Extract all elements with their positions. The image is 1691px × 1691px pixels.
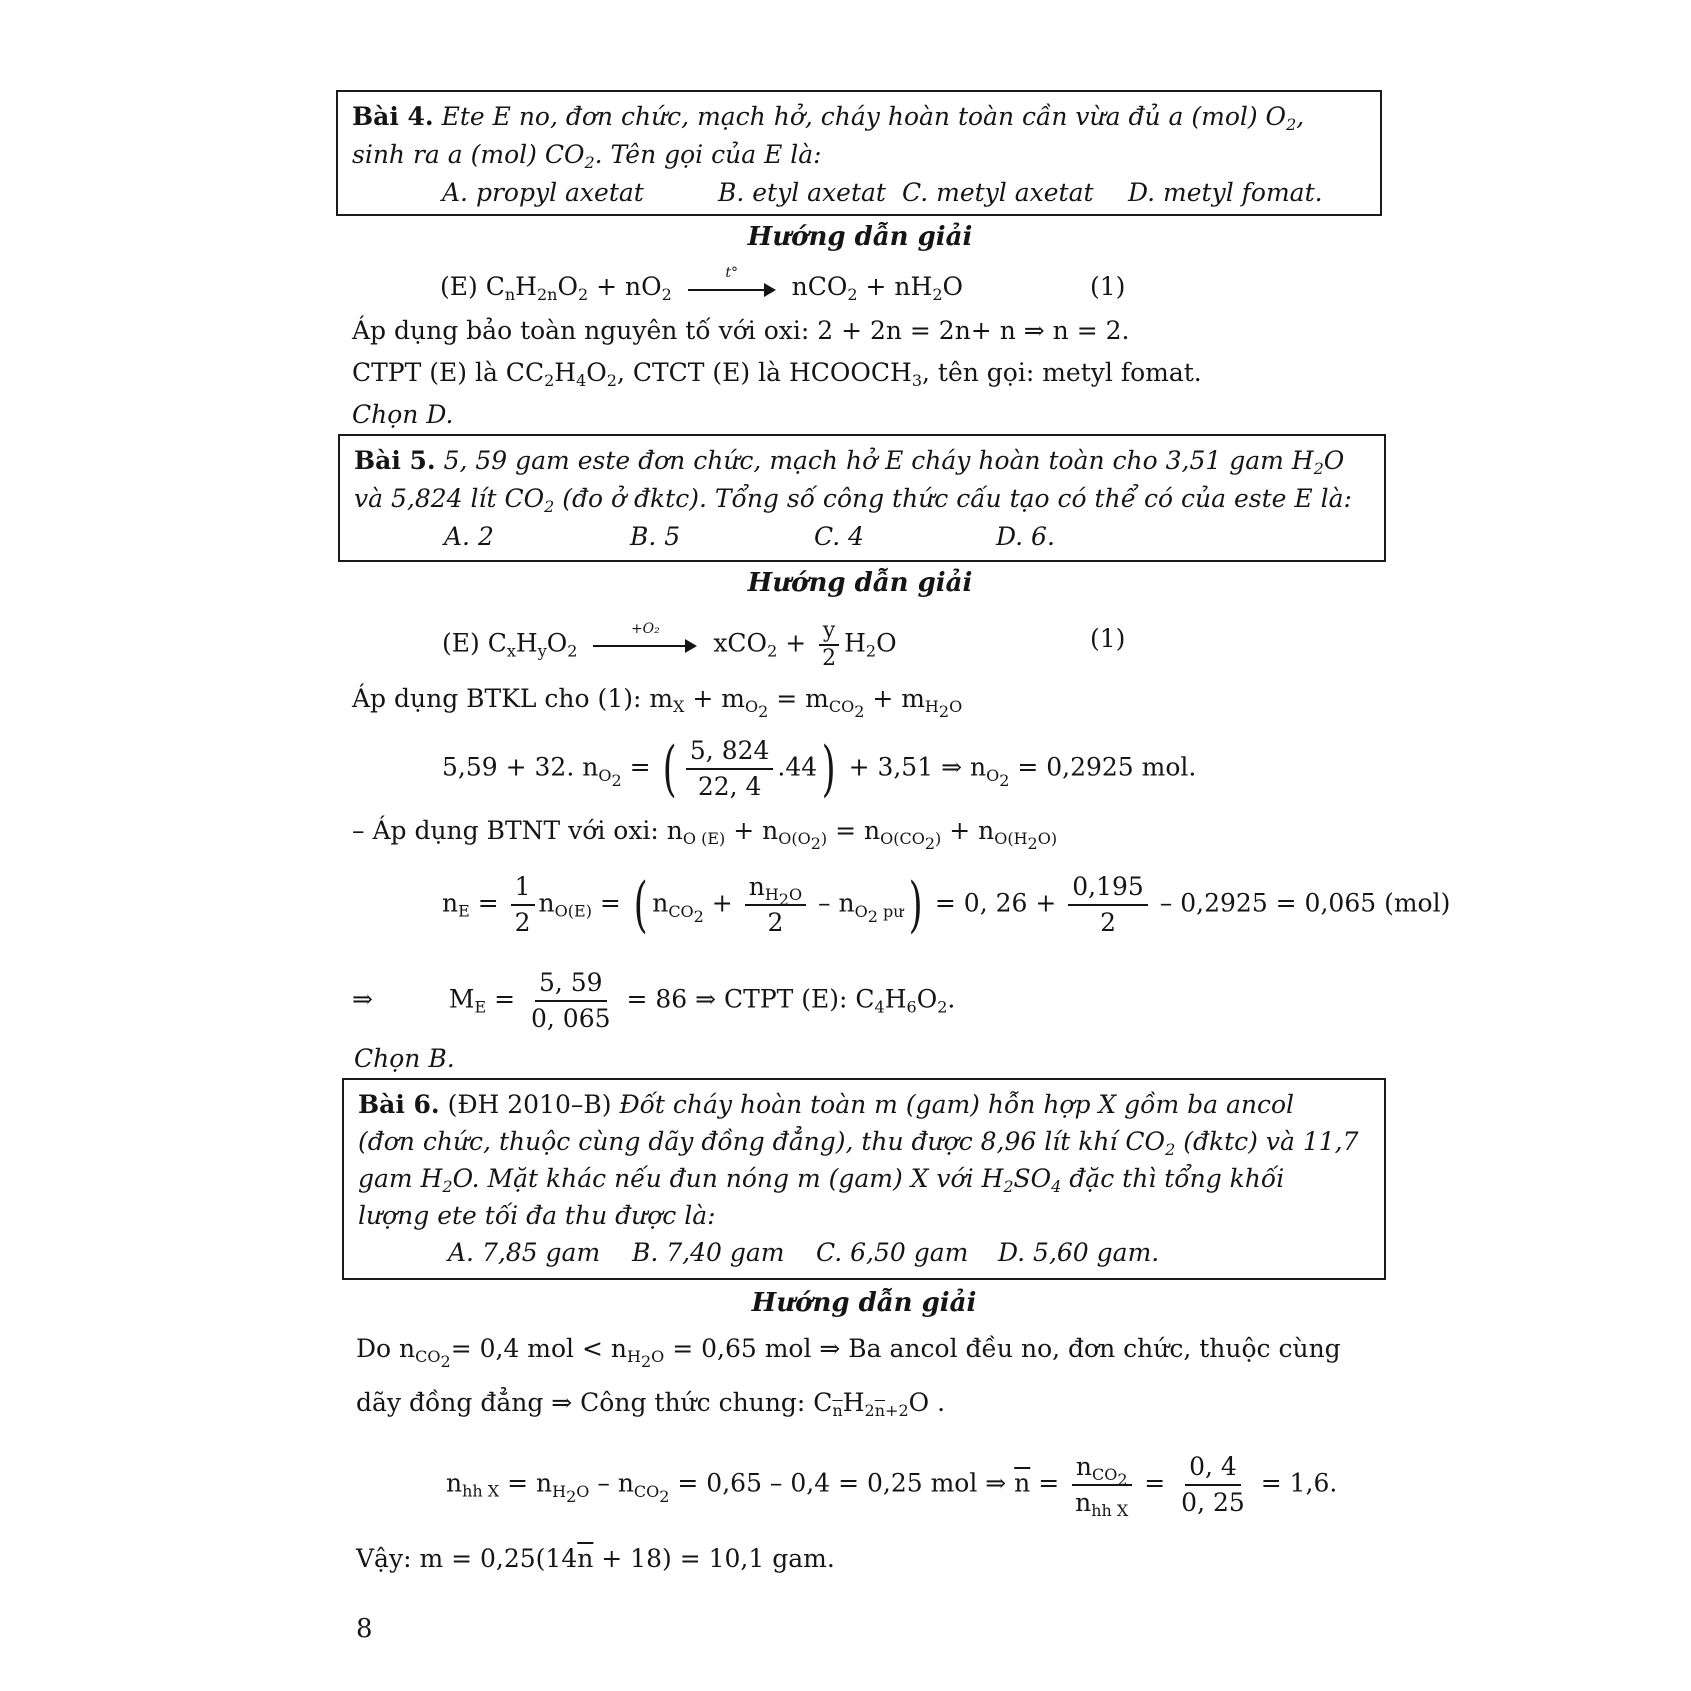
reaction-arrow: t° <box>688 279 776 299</box>
btkl-line: Áp dụng BTKL cho (1): $m_X + m_{O_2} = m_{CO_2} + m_{H_2O}$ <box>352 684 963 721</box>
solution-heading-4: Hướng dẫn giải <box>747 222 973 252</box>
problem-6-options <box>358 1234 1370 1271</box>
problem-4-line-1: Bài 4. Ete E no, đơn chức, mạch hở, cháy hoàn toàn cần vừa đủ a (mol) $O_2$, <box>352 102 1305 134</box>
problem-4-box <box>336 90 1382 216</box>
problem-5-line-2: và 5,824 lít $CO_2$ (đo ở đktc). Tổng số công thức cấu tạo có thể có của este E là: <box>354 484 1352 516</box>
problem-4-options <box>352 174 1366 212</box>
me-line: ⇒ $M_E$ = $\frac{5, 59}{0, 065}$ = 86 ⇒ CTPT (E): $C_4H_6O_2$. <box>352 968 956 1033</box>
calc-line: 5,59 + 32. $n_{O_2}$ = ( $\frac{5, 824}{22, 4}$ .44) + 3,51 ⇒ $n_{O_2} = 0,2925$ mol. <box>442 734 1197 804</box>
equation-number: (1) <box>1090 272 1126 301</box>
solution-heading-5: Hướng dẫn giải <box>747 568 973 598</box>
problem-6-line-4: lượng ete tối đa thu được là: <box>358 1201 716 1230</box>
equation-4: (E) $C_nH_{2n}O_2 + nO_2$ t° $nCO_2 + nH_2O$ (1) <box>440 264 1126 304</box>
page-number: 8 <box>356 1614 373 1644</box>
option-b: B. 7,40 gam <box>632 1238 785 1267</box>
option-c: C. metyl axetat <box>902 178 1094 207</box>
nhh-line: $n_{hh X} = n_{H_2O} - n_{CO_2} = 0,65 - 0,4 = 0,25$ mol ⇒ $\overline{n}$ = $\frac{n_{CO_2}}{n_{hh X}}$ = $\frac{0, 4}{0, 25}$ = 1,6. <box>446 1452 1338 1520</box>
equation-number: (1) <box>1090 624 1126 653</box>
problem-5-box <box>338 434 1386 562</box>
do-line: Do $n_{CO_2}= 0,4$ mol < $n_{H_2O} = 0,65$ mol ⇒ Ba ancol đều no, đơn chức, thuộc cùng <box>356 1334 1341 1371</box>
option-b: B. etyl axetat <box>718 178 886 207</box>
problem-4-line-2: sinh ra a (mol) $CO_2$. Tên gọi của E là: <box>352 140 822 172</box>
ne-line: $n_E$ = $\frac{1}{2}$ $n_{O(E)}$ = ( $n_{CO_2}$ + $\frac{n_{H_2O}}{2}$ – $n_{O_2 pư}) = 0$, 26 + $\frac{0,195}{2}$ – 0,2925 = 0,065 (mol) <box>442 870 1451 940</box>
reaction-arrow: +O₂ <box>593 635 697 655</box>
option-d: D. metyl fomat. <box>1128 178 1323 207</box>
problem-6-line-2: (đơn chức, thuộc cùng dãy đồng đẳng), thu được 8,96 lít khí $CO_2$ (đktc) và 11,7 <box>358 1127 1359 1159</box>
solution-heading-6: Hướng dẫn giải <box>751 1288 977 1318</box>
option-a: A. 2 <box>444 522 494 551</box>
option-b: B. 5 <box>630 522 681 551</box>
btnt-line: – Áp dụng BTNT với oxi: $n_{O (E)} + n_{O(O_2)} = n_{O(CO_2)} + n_{O(H_2O)}$ <box>352 816 1058 853</box>
answer-choice: Chọn D. <box>352 400 454 429</box>
option-d: D. 5,60 gam. <box>998 1238 1160 1267</box>
problem-5-label: Bài 5. <box>354 446 436 475</box>
option-c: C. 6,50 gam <box>816 1238 969 1267</box>
general-formula-line: dãy đồng đẳng ⇒ Công thức chung: $C_{\overline{n}}H_{2\overline{n}+2}O$ . <box>356 1388 946 1420</box>
text-line: CTPT (E) là $CC_2H_4O_2$, CTCT (E) là $HCOOCH_3$, tên gọi: metyl fomat. <box>352 358 1202 390</box>
text-line: Áp dụng bảo toàn nguyên tố với oxi: 2 + 2n = 2n+ n ⇒ n = 2. <box>352 316 1130 345</box>
option-a: A. 7,85 gam <box>448 1238 601 1267</box>
conclusion-line: Vậy: $m = 0,25(14\overline{n} + 18) = 10,1$ gam. <box>356 1544 835 1573</box>
problem-6-box <box>342 1078 1386 1280</box>
problem-5-options <box>354 518 1370 556</box>
equation-5: (E) $C_xH_yO_2$ +O₂ xCO$_2$ + $\frac{y}{2}$ $H_2O$ (1) <box>442 618 1126 671</box>
problem-6-line-3: gam $H_2O$. Mặt khác nếu đun nóng m (gam) X với $H_2SO_4$ đặc thì tổng khối <box>358 1164 1285 1196</box>
option-a: A. propyl axetat <box>442 178 644 207</box>
problem-6-label: Bài 6. <box>358 1090 440 1119</box>
answer-choice: Chọn B. <box>354 1044 455 1073</box>
option-d: D. 6. <box>996 522 1055 551</box>
problem-5-line-1: Bài 5. 5, 59 gam este đơn chức, mạch hở E cháy hoàn toàn cho 3,51 gam $H_2O$ <box>354 446 1345 478</box>
problem-4-label: Bài 4. <box>352 102 434 131</box>
option-c: C. 4 <box>814 522 865 551</box>
problem-6-line-1: Bài 6. (ĐH 2010–B) Đốt cháy hoàn toàn m (gam) hỗn hợp X gồm ba ancol <box>358 1090 1295 1119</box>
